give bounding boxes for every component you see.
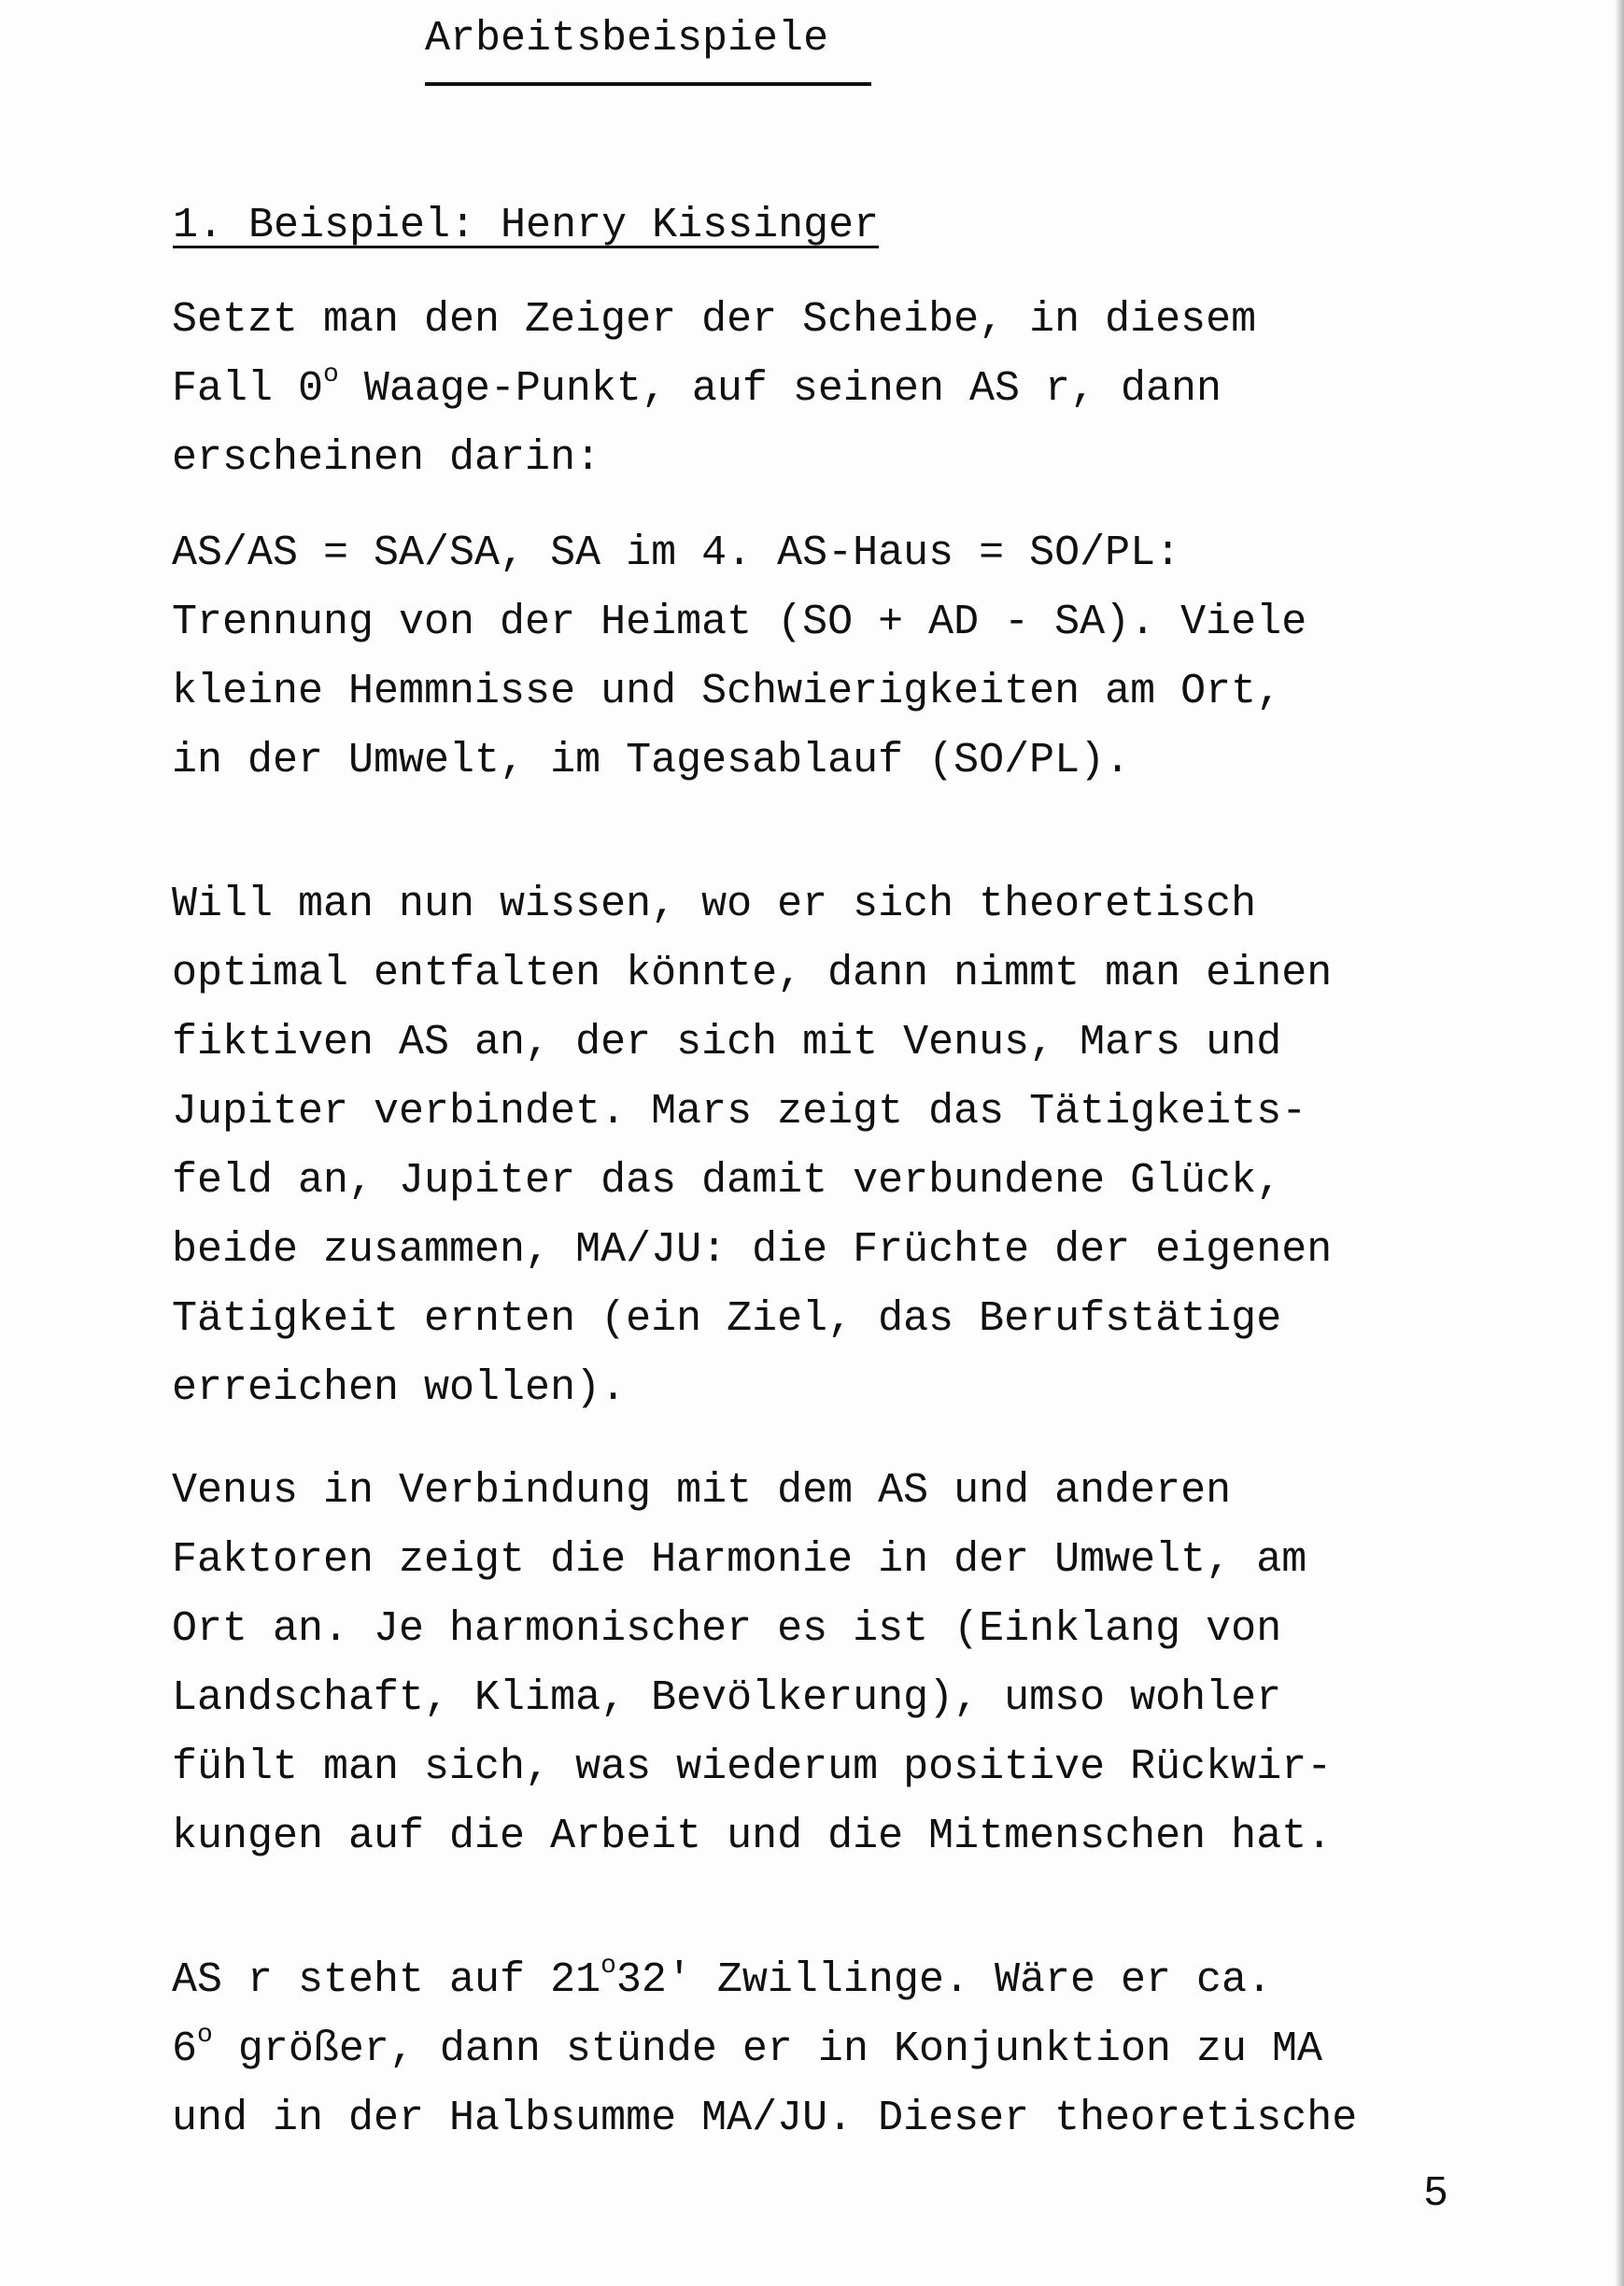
line-text: AS r steht auf 21 (172, 1956, 601, 2004)
paragraph-line: und in der Halbsumme MA/JU. Dieser theoretische (172, 2095, 1358, 2142)
paragraph-line: Ort an. Je harmonischer es ist (Einklang von (172, 1605, 1282, 1653)
paragraph-line (172, 355, 1479, 424)
paragraph-line: Jupiter verbindet. Mars zeigt das Tätigkeits- (172, 1088, 1307, 1136)
paragraph-line: erscheinen darin: (172, 434, 601, 482)
line-text: 32' Zwillinge. Wäre er ca. (615, 1956, 1273, 2004)
paragraph-5 (172, 1946, 1479, 2153)
paragraph-2 (172, 519, 1479, 796)
page-title: Arbeitsbeispiele (425, 15, 829, 63)
title-underline (425, 82, 871, 86)
paragraph-line: Will man nun wissen, wo er sich theoretisch (172, 881, 1257, 928)
paragraph-line: erreichen wollen). (172, 1364, 627, 1412)
paragraph-line: Landschaft, Klima, Bevölkerung), umso wohler (172, 1674, 1282, 1722)
paragraph-3 (172, 870, 1479, 1423)
paragraph-line: feld an, Jupiter das damit verbundene Glück, (172, 1157, 1282, 1205)
line-text: 6 (172, 2025, 198, 2073)
line-text: Fall 0 (172, 365, 324, 413)
paragraph-line: Tätigkeit ernten (ein Ziel, das Berufstätige (172, 1295, 1282, 1343)
paragraph-line: Trennung von der Heimat (SO + AD - SA). Viele (172, 599, 1307, 646)
page-number: 5 (1423, 2170, 1449, 2218)
degree-sign: o (323, 360, 339, 389)
paragraph-4 (172, 1457, 1479, 1871)
paragraph-line: kleine Hemmnisse und Schwierigkeiten am Ort, (172, 668, 1282, 715)
paragraph-line: fühlt man sich, was wiederum positive Rückwir- (172, 1743, 1333, 1791)
line-text: größer, dann stünde er in Konjunktion zu MA (212, 2025, 1323, 2073)
section-heading: 1. Beispiel: Henry Kissinger (173, 202, 880, 249)
paragraph-line (172, 2015, 1479, 2084)
degree-sign: o (197, 2021, 213, 2050)
page-edge-shadow (1615, 0, 1624, 2286)
paragraph-line (172, 1946, 1479, 2015)
paragraph-line: Setzt man den Zeiger der Scheibe, in diesem (172, 296, 1257, 344)
paragraph-line: fiktiven AS an, der sich mit Venus, Mars und (172, 1019, 1282, 1066)
line-text: Waage-Punkt, auf seinen AS r, dann (338, 365, 1222, 413)
paragraph-1 (172, 286, 1479, 493)
paragraph-line: AS/AS = SA/SA, SA im 4. AS-Haus = SO/PL: (172, 529, 1181, 577)
degree-sign: o (600, 1952, 616, 1981)
paragraph-line: in der Umwelt, im Tagesablauf (SO/PL). (172, 737, 1131, 784)
paragraph-line: kungen auf die Arbeit und die Mitmenschen hat. (172, 1813, 1333, 1860)
paragraph-line: optimal entfalten könnte, dann nimmt man einen (172, 950, 1333, 997)
paragraph-line: Faktoren zeigt die Harmonie in der Umwelt, am (172, 1536, 1307, 1584)
paragraph-line: Venus in Verbindung mit dem AS und anderen (172, 1467, 1232, 1515)
paragraph-line: beide zusammen, MA/JU: die Früchte der eigenen (172, 1226, 1333, 1274)
